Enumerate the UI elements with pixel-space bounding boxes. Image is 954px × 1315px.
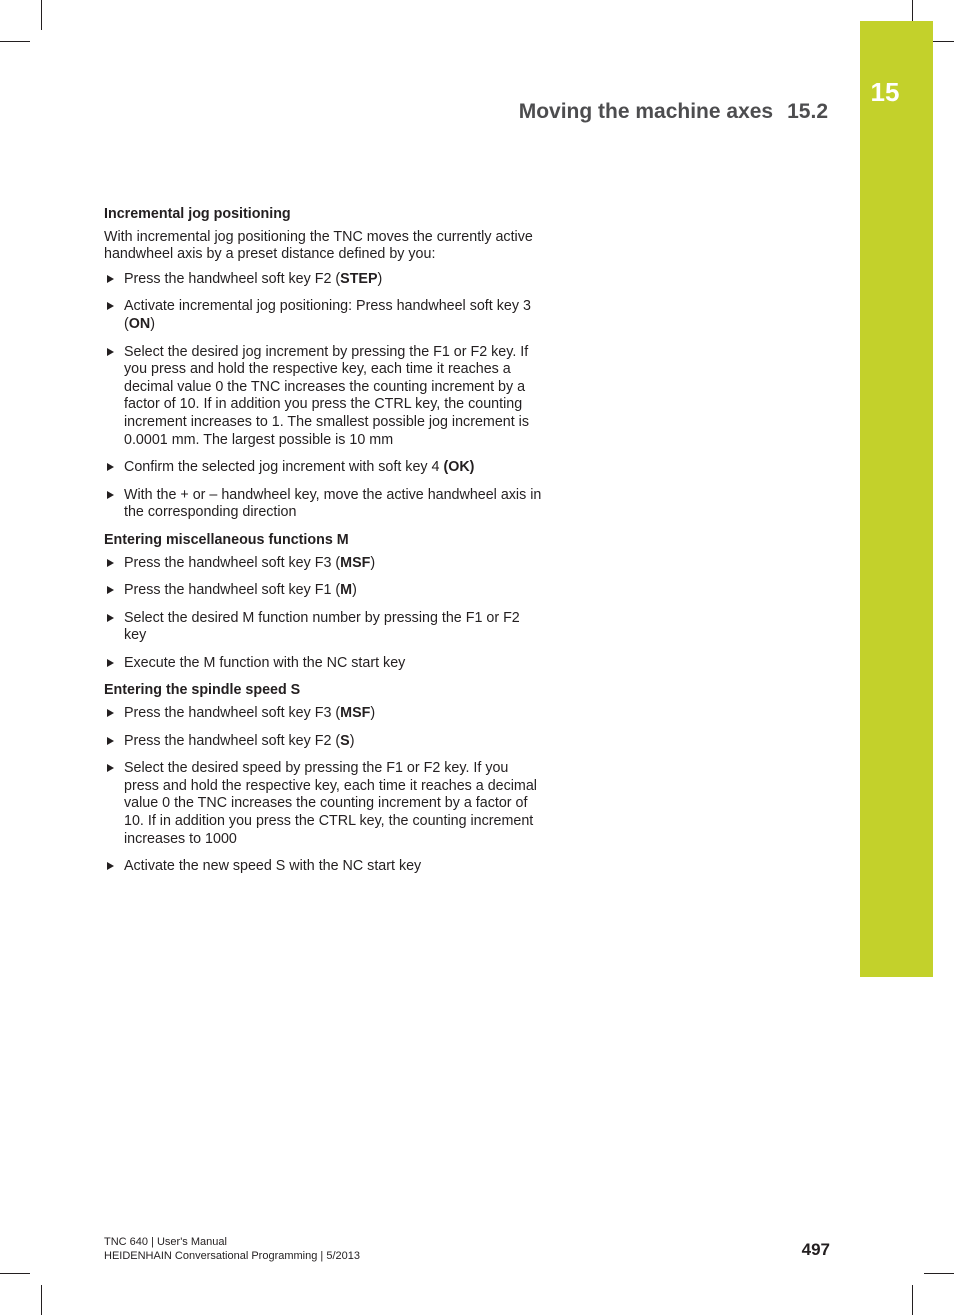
- soft-key-label: ON: [128, 315, 151, 332]
- section-heading: Incremental jog positioning: [104, 206, 291, 222]
- header-title: Moving the machine axes: [518, 100, 774, 123]
- list-item: Select the desired M function number by pressing the F1 or F2 key: [104, 610, 544, 645]
- section-intro: With incremental jog positioning the TNC moves the currently active handwheel axis by a preset distance defined by you:: [104, 228, 533, 263]
- list-item: Press the handwheel soft key F2 (STEP): [104, 271, 544, 289]
- section-heading: Entering the spindle speed S: [104, 682, 301, 699]
- arrow-bullet-icon: [107, 737, 114, 745]
- arrow-bullet-icon: [107, 764, 114, 772]
- crop-mark: [0, 1273, 30, 1274]
- list-item: Press the handwheel soft key F1 (M): [104, 582, 544, 600]
- section-heading: Entering miscellaneous functions M: [104, 531, 349, 548]
- list-item: With the + or – handwheel key, move the active handwheel axis in the corresponding direction: [104, 487, 544, 522]
- chapter-tab: [860, 21, 933, 977]
- list-item: Select the desired speed by pressing the F1 or F2 key. If you press and hold the respective key, each time it reaches a decimal value 0 the TNC increases the counting increment by a factor of 10. If in addition you press the CTRL key, the counting increment increases to 1000: [104, 760, 544, 848]
- list-item: Activate incremental jog positioning: Press handwheel soft key 3 (ON): [104, 298, 544, 333]
- arrow-bullet-icon: [107, 275, 114, 283]
- arrow-bullet-icon: [107, 586, 114, 594]
- arrow-bullet-icon: [107, 659, 114, 667]
- chapter-number: 15: [870, 77, 900, 107]
- list-item: Press the handwheel soft key F3 (MSF): [104, 705, 544, 723]
- crop-mark: [912, 1285, 913, 1315]
- list-item: Activate the new speed S with the NC start key: [104, 858, 544, 876]
- list-item: Press the handwheel soft key F2 (S): [104, 733, 544, 751]
- crop-mark: [0, 41, 30, 42]
- arrow-bullet-icon: [107, 709, 114, 717]
- crop-mark: [41, 0, 42, 30]
- list-item: Execute the M function with the NC start key: [104, 655, 544, 673]
- list-item: Confirm the selected jog increment with soft key 4 (OK): [104, 459, 544, 477]
- page-footer: [104, 1235, 360, 1263]
- list-item: Select the desired jog increment by pressing the F1 or F2 key. If you press and hold the respective key, each time it reaches a decimal value 0 the TNC increases the counting increment by a factor of 10. If in addition you press the CTRL key, the counting increment increases to 1. The smallest possible jog increment is 0.0001 mm. The largest possible is 10 mm: [104, 344, 544, 450]
- footer-manual-title: TNC 640 | User's Manual: [104, 1236, 227, 1248]
- list-item: Press the handwheel soft key F3 (MSF): [104, 555, 544, 573]
- arrow-bullet-icon: [107, 491, 114, 499]
- page-number: 497: [801, 1240, 830, 1259]
- arrow-bullet-icon: [107, 614, 114, 622]
- running-header: [420, 100, 828, 124]
- arrow-bullet-icon: [107, 302, 114, 310]
- arrow-bullet-icon: [107, 559, 114, 567]
- soft-key-label: (OK): [443, 459, 475, 476]
- main-content: [104, 206, 544, 886]
- arrow-bullet-icon: [107, 862, 114, 870]
- soft-key-label: S: [340, 732, 350, 749]
- crop-mark: [41, 1285, 42, 1315]
- soft-key-label: STEP: [340, 270, 378, 287]
- arrow-bullet-icon: [107, 463, 114, 471]
- soft-key-label: MSF: [340, 554, 371, 571]
- soft-key-label: MSF: [340, 705, 371, 722]
- crop-mark: [924, 1273, 954, 1274]
- arrow-bullet-icon: [107, 348, 114, 356]
- soft-key-label: M: [340, 582, 353, 599]
- footer-publisher: HEIDENHAIN Conversational Programming | 5/2013: [104, 1250, 360, 1262]
- header-section: 15.2: [787, 100, 828, 123]
